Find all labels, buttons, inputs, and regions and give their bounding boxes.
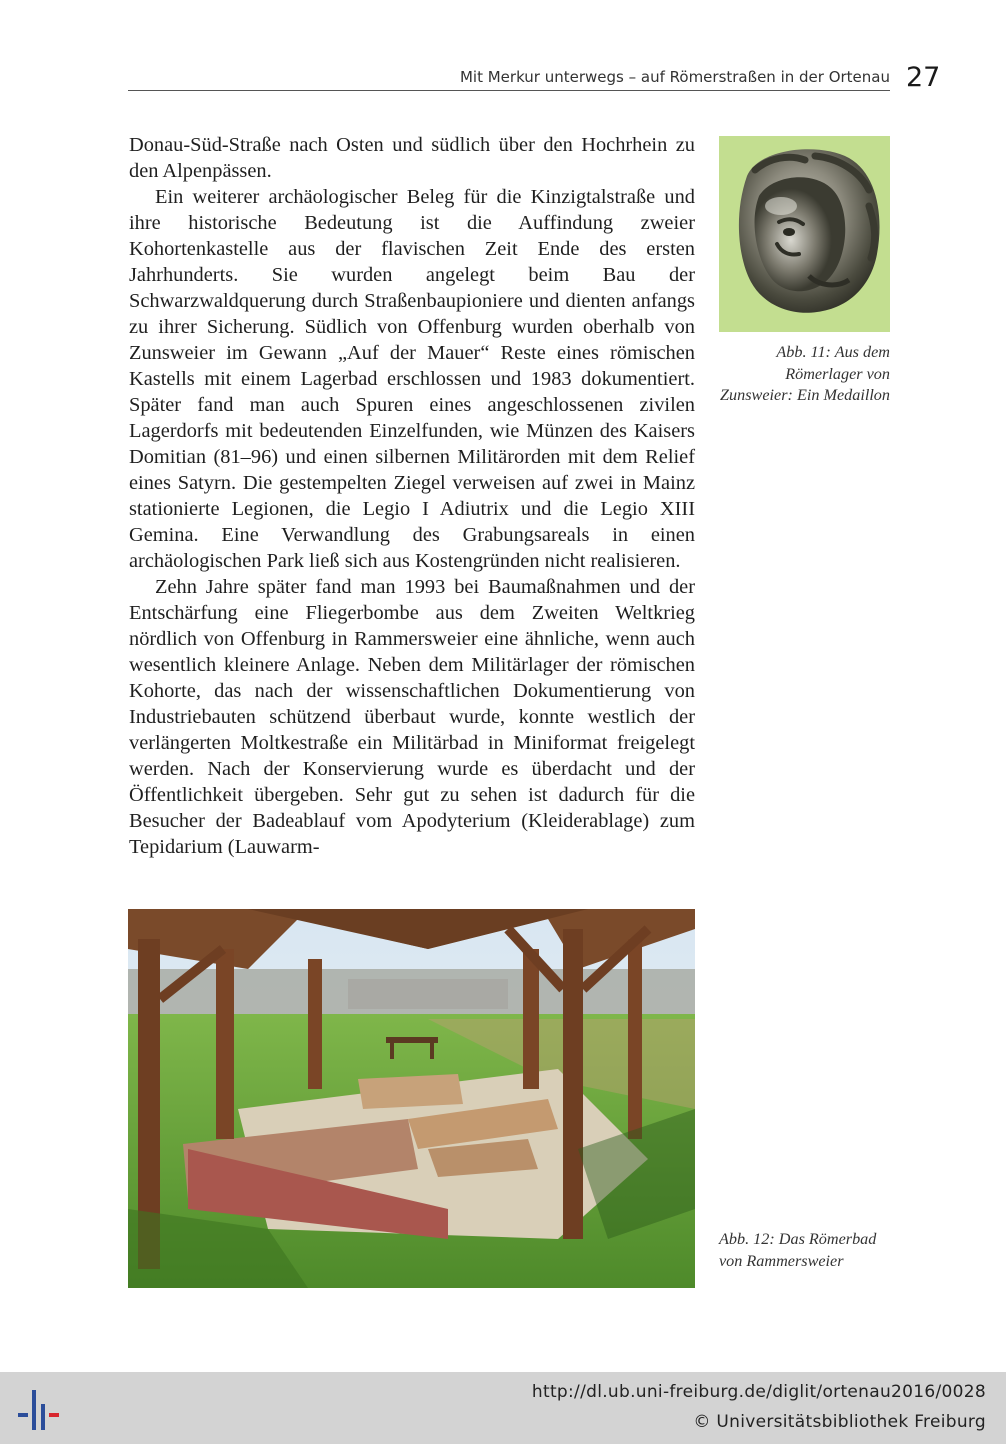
- paragraph-3: Zehn Jahre später fand man 1993 bei Baumaßnahmen und der Entschärfung eine Fliegerbombe aus dem Zweiten Weltkrieg nördlich von Offenburg in Rammersweier eine ähnliche, wenn auch wesentlich kleinere Anlage. Neben dem Militärlager der römischen Kohorte, das nach der wissenschaftlichen Dokumentierung von Industriebauten schützend überbaut wurde, konnte westlich der verlängerten Moltkestraße ein Militärbad in Miniformat freigelegt werden. Nach der Konservierung wurde es überdacht und der Öffentlichkeit übergeben. Sehr gut zu sehen ist dadurch für die Besucher der Badeablauf vom Apodyterium (Kleiderablage) zum Tepidarium (Lauwarm-: [129, 576, 695, 858]
- figure-12-caption: Abb. 12: Das Römerbad von Rammersweier: [719, 1230, 877, 1270]
- source-url-link[interactable]: http://dl.ub.uni-freiburg.de/diglit/ortenau2016/0028: [531, 1382, 986, 1402]
- roman-bath-illustration: [128, 909, 695, 1288]
- paragraph-1: Donau-Süd-Straße nach Osten und südlich über den Hochrhein zu den Alpenpässen.: [129, 134, 695, 182]
- page-number: 27: [906, 62, 941, 93]
- body-text: [129, 132, 695, 860]
- copyright-notice: © Universitätsbibliothek Freiburg: [693, 1412, 986, 1432]
- figure-11-caption: Abb. 11: Aus dem Römerlager von Zunsweier: Ein Medaillon: [720, 343, 890, 404]
- medallion-photo: [719, 136, 890, 332]
- paragraph-2: Ein weiterer archäologischer Beleg für die Kinzigtalstraße und ihre historische Bedeutung ist die Auffindung zweier Kohortenkastelle aus der flavischen Zeit Ende des ersten Jahrhunderts. Sie wurden angelegt beim Bau der Schwarzwaldquerung durch Straßenbaupioniere und dienten anfangs zu ihrer Sicherung. Südlich von Offenburg wurden oberhalb von Zunsweier im Gewann „Auf der Mauer“ Reste eines römischen Kastells mit einem Lagerbad erschlossen und 1983 dokumentiert. Später fand man auch Spuren eines angeschlossenen zivilen Lagerdorfs mit bedeutenden Einzelfunden, wie Münzen des Kaisers Domitian (81–96) und einen silbernen Militärorden mit dem Relief eines Satyrn. Die gestempelten Ziegel verweisen auf zwei in Mainz stationierte Legionen, die Legio I Adiutrix und die Legio XIII Gemina. Eine Verwandlung des Grabungsareals in einen archäologischen Park ließ sich aus Kostengründen nicht realisieren.: [129, 186, 695, 572]
- footer-band: [0, 1372, 1006, 1444]
- medallion-illustration: [719, 136, 890, 332]
- running-header: Mit Merkur unterwegs – auf Römerstraßen in der Ortenau: [128, 64, 890, 91]
- roman-bath-photo: [128, 909, 695, 1288]
- ub-freiburg-logo-icon: [12, 1382, 64, 1434]
